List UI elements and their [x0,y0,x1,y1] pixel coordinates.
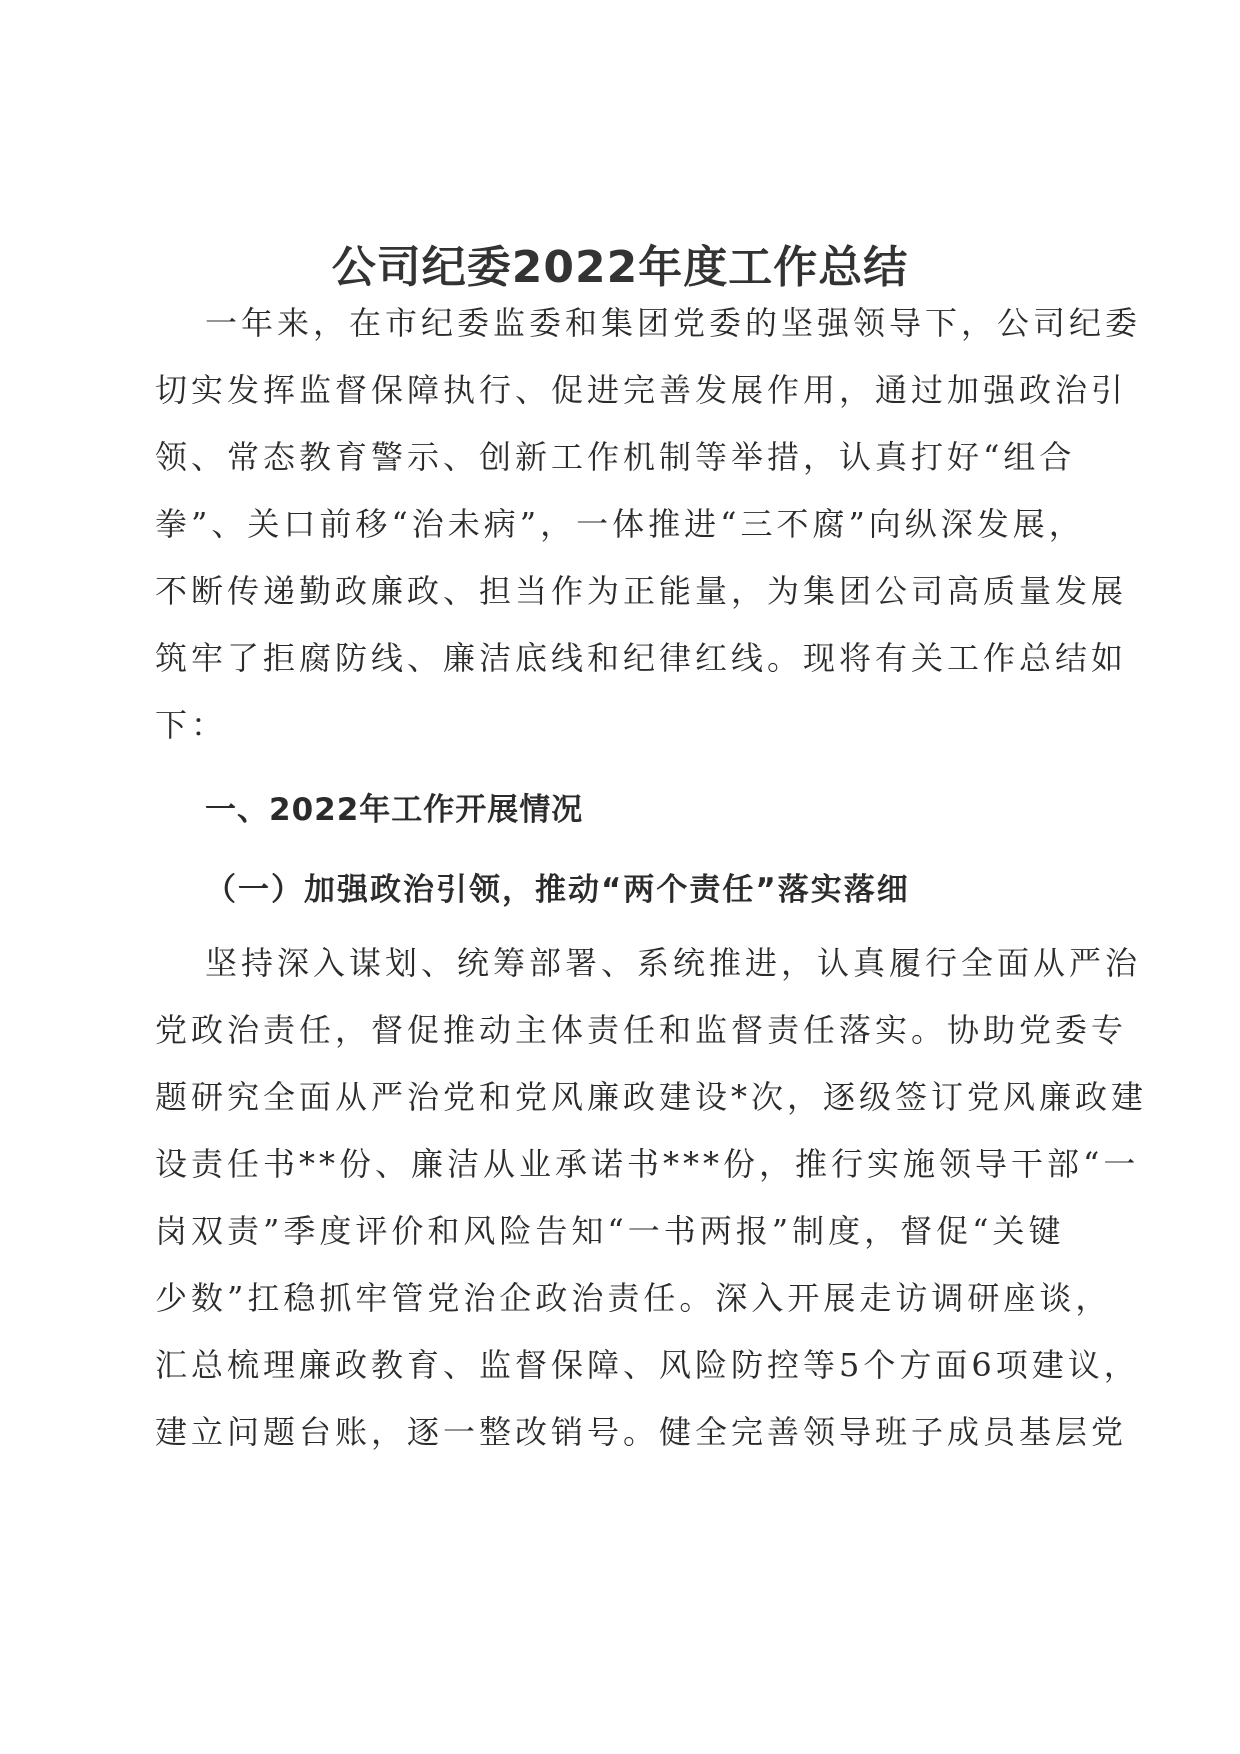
text-line: 下： [155,706,228,744]
text-line: 建立问题台账，逐一整改销号。健全完善领导班子成员基层党 [155,1413,1128,1451]
text-line: 领、常态教育警示、创新工作机制等举措，认真打好“组合 [155,438,1076,476]
text-line: 坚持深入谋划、统筹部署、系统推进，认真履行全面从严治 [205,944,1142,982]
text-line: 汇总梳理廉政教育、监督保障、风险防控等5个方面6项建议， [155,1346,1140,1384]
text-line: 题研究全面从严治党和党风廉政建设*次，逐级签订党风廉政建 [155,1078,1148,1116]
text-line: 一年来，在市纪委监委和集团党委的坚强领导下，公司纪委 [205,304,1142,342]
text-line: 切实发挥监督保障执行、促进完善发展作用，通过加强政治引 [155,371,1128,409]
body-paragraph [155,930,1148,1466]
text-line: 岗双责”季度评价和风险告知“一书两报”制度，督促“关键 [155,1212,1065,1250]
section-heading: 一、2022年工作开展情况 [205,792,584,828]
intro-paragraph [155,290,1142,759]
document-title: 公司纪委2022年度工作总结 [331,242,909,293]
subsection-heading: （一）加强政治引领，推动“两个责任”落实落细 [205,872,910,908]
text-line: 党政治责任，督促推动主体责任和监督责任落实。协助党委专 [155,1011,1128,1049]
text-line: 设责任书**份、廉洁从业承诺书***份，推行实施领导干部“一 [155,1145,1140,1183]
text-line: 不断传递勤政廉政、担当作为正能量，为集团公司高质量发展 [155,572,1128,610]
text-line: 筑牢了拒腐防线、廉洁底线和纪律红线。现将有关工作总结如 [155,639,1128,677]
text-line: 拳”、关口前移“治未病”，一体推进“三不腐”向纵深发展， [155,505,1085,543]
text-line: 少数”扛稳抓牢管党治企政治责任。深入开展走访调研座谈， [155,1279,1112,1317]
